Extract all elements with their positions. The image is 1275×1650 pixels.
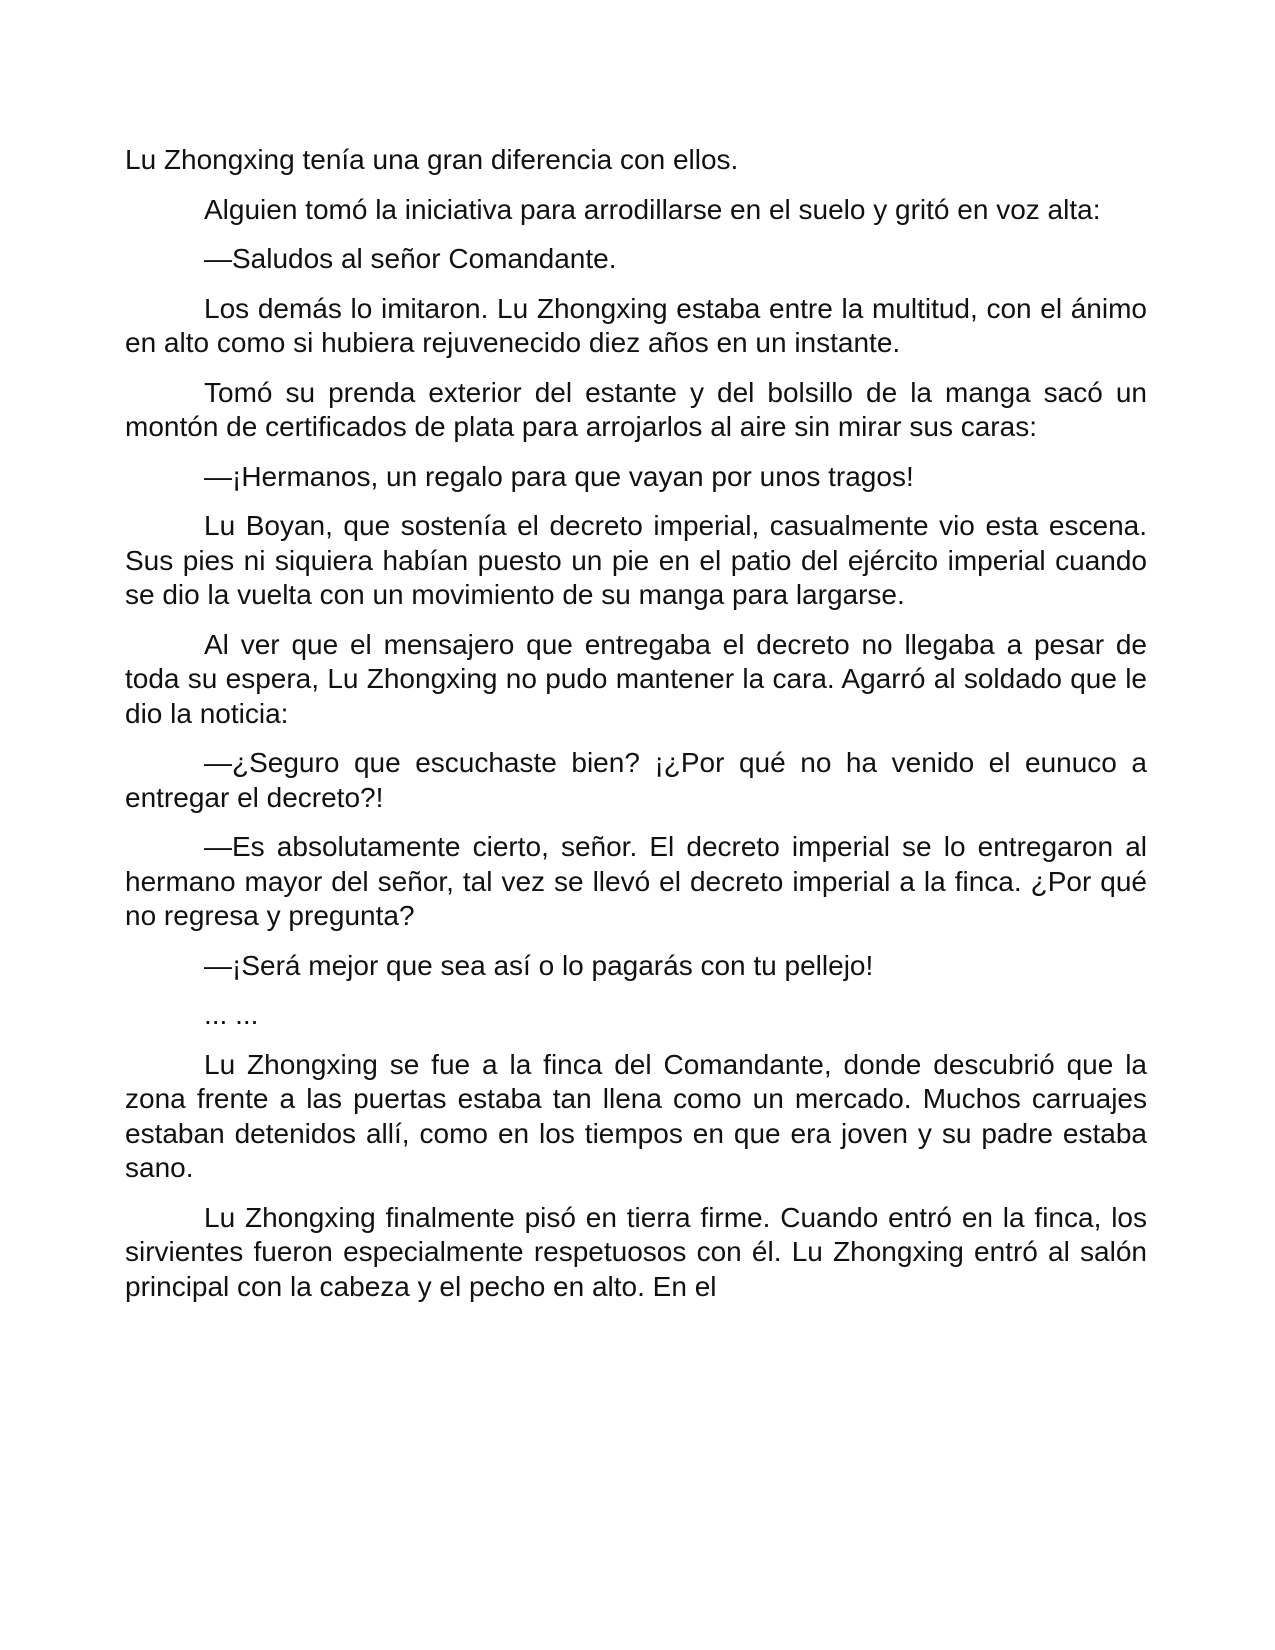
paragraph: Tomó su prenda exterior del estante y del bolsillo de la manga sacó un montón de certificados de plata para arrojarlos al aire sin mirar sus caras: — [125, 376, 1147, 442]
paragraph: Lu Boyan, que sostenía el decreto imperial, casualmente vio esta escena. Sus pies ni siquiera habían puesto un pie en el patio del ejército imperial cuando se dio la vuelta con un movimiento de su manga para largarse. — [125, 510, 1147, 610]
paragraph: Lu Zhongxing finalmente pisó en tierra firme. Cuando entró en la finca, los sirvientes fueron especialmente respetuosos con él. Lu Zhongxing entró al salón principal con la cabeza y el pecho en alto. En el — [125, 1201, 1147, 1302]
paragraph: Lu Zhongxing tenía una gran diferencia con ellos. — [125, 144, 739, 175]
paragraph: Los demás lo imitaron. Lu Zhongxing estaba entre la multitud, con el ánimo en alto como si hubiera rejuvenecido diez años en un instante. — [125, 292, 1147, 358]
scene-break: ... ... — [204, 999, 259, 1030]
dialogue-line: —¡Será mejor que sea así o lo pagarás con tu pellejo! — [204, 949, 874, 981]
paragraph: Alguien tomó la iniciativa para arrodillarse en el suelo y gritó en voz alta: — [204, 193, 1101, 225]
dialogue-line: —¡Hermanos, un regalo para que vayan por unos tragos! — [204, 460, 914, 492]
dialogue-line: —Saludos al señor Comandante. — [204, 243, 617, 274]
paragraph: Al ver que el mensajero que entregaba el decreto no llegaba a pesar de toda su espera, Lu Zhongxing no pudo mantener la cara. Agarró al soldado que le dio la noticia: — [125, 628, 1147, 729]
paragraph: Lu Zhongxing se fue a la finca del Comandante, donde descubrió que la zona frente a las puertas estaba tan llena como un mercado. Muchos carruajes estaban detenidos allí, como en los tiempos en que era joven y su padre estaba sano. — [125, 1048, 1147, 1183]
dialogue-line: —¿Seguro que escuchaste bien? ¡¿Por qué no ha venido el eunuco a entregar el decreto?! — [125, 747, 1147, 813]
dialogue-line: —Es absolutamente cierto, señor. El decreto imperial se lo entregaron al hermano mayor del señor, tal vez se llevó el decreto imperial a la finca. ¿Por qué no regresa y pregunta? — [125, 831, 1147, 931]
